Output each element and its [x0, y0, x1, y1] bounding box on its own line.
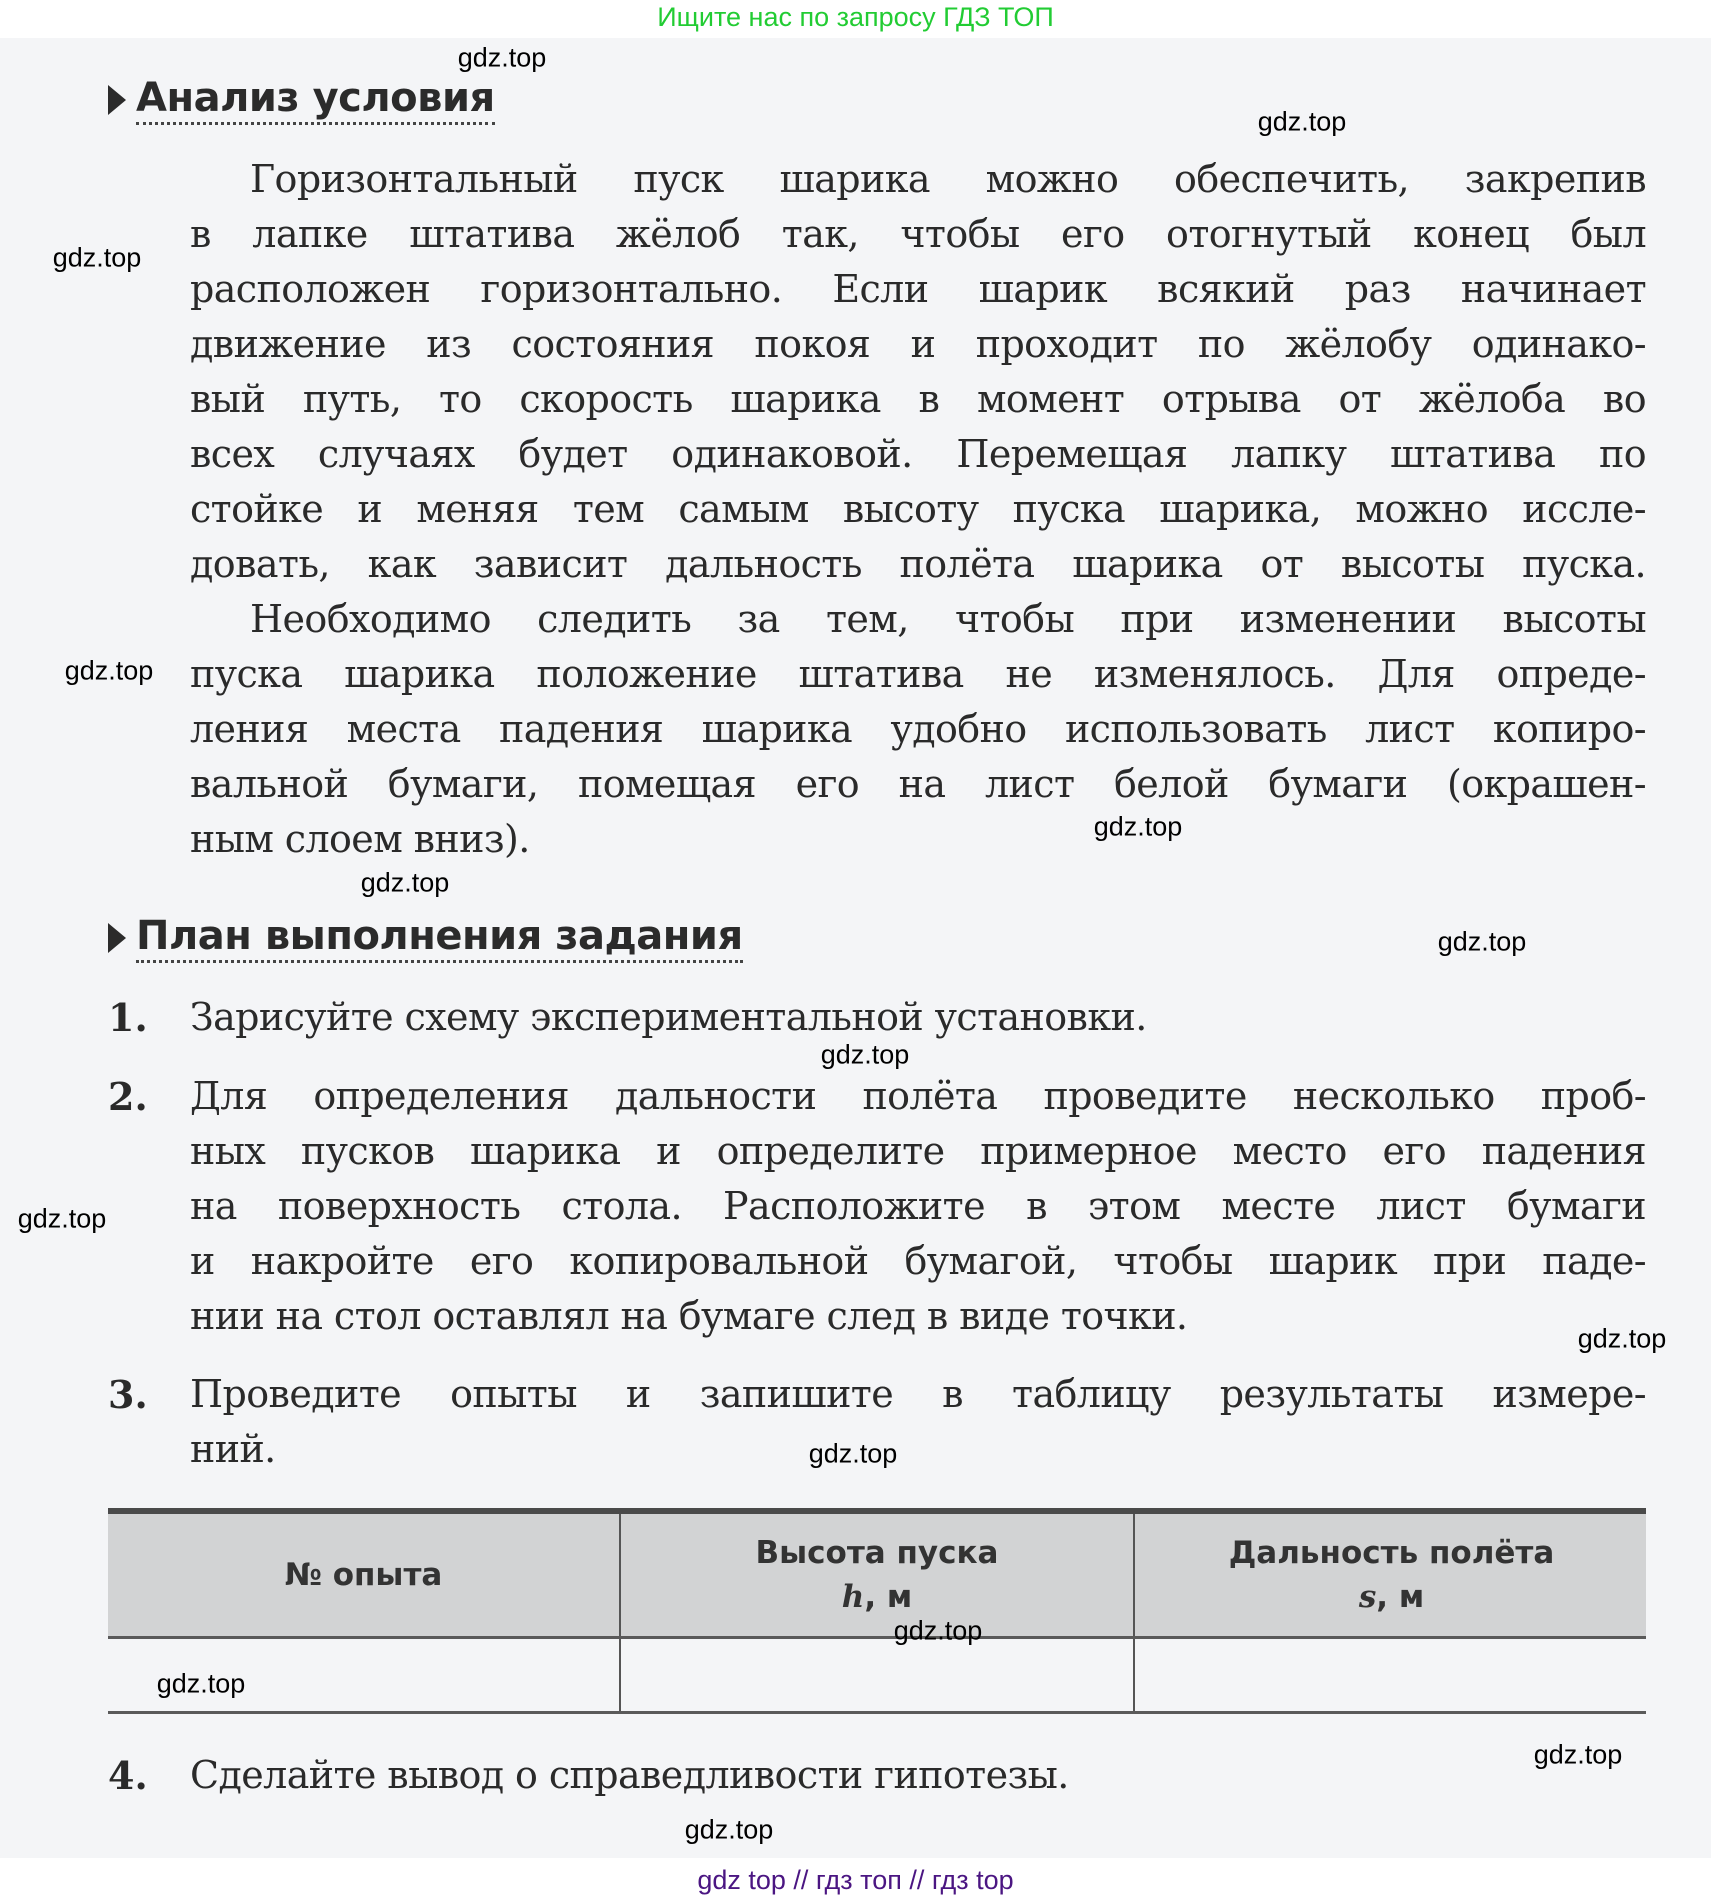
step-line: нии на стол оставлял на бумаге след в виде точки. — [190, 1294, 1188, 1338]
watermark: gdz.top — [360, 867, 450, 898]
watermark: gdz.top — [808, 1438, 898, 1469]
watermark: gdz.top — [52, 242, 142, 273]
watermark: gdz.top — [893, 1615, 983, 1646]
heading-analysis-text: Анализ условия — [136, 76, 495, 125]
watermark: gdz.top — [684, 1814, 774, 1845]
analysis-line: довать, как зависит дальность полёта шарика от высоты пуска. — [190, 542, 1646, 586]
step-line: Зарисуйте схему экспериментальной установки. — [190, 995, 1147, 1039]
step-line: ний. — [190, 1427, 276, 1471]
watermark: gdz.top — [64, 655, 154, 686]
table-cell-distance[interactable] — [1135, 1639, 1648, 1711]
watermark: gdz.top — [17, 1203, 107, 1234]
unit-label: , м — [864, 1579, 913, 1615]
watermark: gdz.top — [1093, 811, 1183, 842]
table-cell-height[interactable] — [621, 1639, 1135, 1711]
header-label: Дальность полёта — [1228, 1535, 1555, 1571]
analysis-line: в лапке штатива жёлоб так, чтобы его отогнутый конец был — [190, 212, 1646, 256]
variable-s: s — [1358, 1579, 1377, 1615]
results-table — [108, 1508, 1646, 1714]
search-banner[interactable]: Ищите нас по запросу ГДЗ ТОП — [657, 2, 1054, 32]
analysis-line: ным слоем вниз). — [190, 817, 530, 861]
step-number: 3. — [108, 1372, 148, 1417]
bullet-triangle-icon — [108, 923, 126, 953]
analysis-line: вый путь, то скорость шарика в момент отрыва от жёлоба во — [190, 377, 1646, 421]
analysis-line: Необходимо следить за тем, чтобы при изменении высоты — [250, 597, 1646, 641]
analysis-line: вальной бумаги, помещая его на лист белой бумаги (окрашен- — [190, 762, 1646, 806]
analysis-line: Горизонтальный пуск шарика можно обеспечить, закрепив — [250, 157, 1646, 201]
step-line: на поверхность стола. Расположите в этом месте лист бумаги — [190, 1184, 1646, 1228]
watermark: gdz.top — [457, 42, 547, 73]
step-line: Проведите опыты и запишите в таблицу результаты измере- — [190, 1372, 1646, 1416]
table-header-height — [621, 1514, 1135, 1636]
header-unit-line — [1359, 1575, 1424, 1619]
step-line: Для определения дальности полёта проведите несколько проб- — [190, 1074, 1646, 1118]
unit-label: , м — [1376, 1579, 1425, 1615]
table-header-distance — [1135, 1514, 1648, 1636]
heading-plan — [108, 913, 743, 963]
step-number: 1. — [108, 995, 148, 1040]
analysis-line: ления места падения шарика удобно использовать лист копиро- — [190, 707, 1646, 751]
table-header-row — [108, 1514, 1646, 1639]
step-line: Сделайте вывод о справедливости гипотезы. — [190, 1753, 1069, 1797]
watermark: gdz.top — [1257, 106, 1347, 137]
step-line: и накройте его копировальной бумагой, чтобы шарик при паде- — [190, 1239, 1646, 1283]
table-header-experiment-number — [108, 1514, 621, 1636]
analysis-line: расположен горизонтально. Если шарик всякий раз начинает — [190, 267, 1646, 311]
analysis-line: движение из состояния покоя и проходит по жёлобу одинако- — [190, 322, 1646, 366]
variable-h: h — [841, 1579, 865, 1615]
watermark: gdz.top — [1533, 1739, 1623, 1770]
step-number: 2. — [108, 1074, 148, 1119]
bullet-triangle-icon — [108, 85, 126, 115]
analysis-line: пуска шарика положение штатива не изменялось. Для опреде- — [190, 652, 1646, 696]
step-line: ных пусков шарика и определите примерное место его падения — [190, 1129, 1646, 1173]
heading-analysis — [108, 75, 495, 125]
header-unit-line — [842, 1575, 912, 1619]
watermark: gdz.top — [820, 1039, 910, 1070]
heading-plan-text: План выполнения задания — [136, 914, 743, 963]
footer-links[interactable]: gdz top // гдз топ // гдз top — [697, 1865, 1014, 1895]
table-row — [108, 1639, 1646, 1714]
header-label: Высота пуска — [755, 1535, 999, 1571]
step-number: 4. — [108, 1753, 148, 1798]
analysis-line: стойке и меняя тем самым высоту пуска шарика, можно иссле- — [190, 487, 1646, 531]
watermark: gdz.top — [1437, 926, 1527, 957]
analysis-line: всех случаях будет одинаковой. Перемещая лапку штатива по — [190, 432, 1646, 476]
watermark: gdz.top — [1577, 1323, 1667, 1354]
watermark: gdz.top — [156, 1668, 246, 1699]
header-label: № опыта — [284, 1557, 443, 1593]
